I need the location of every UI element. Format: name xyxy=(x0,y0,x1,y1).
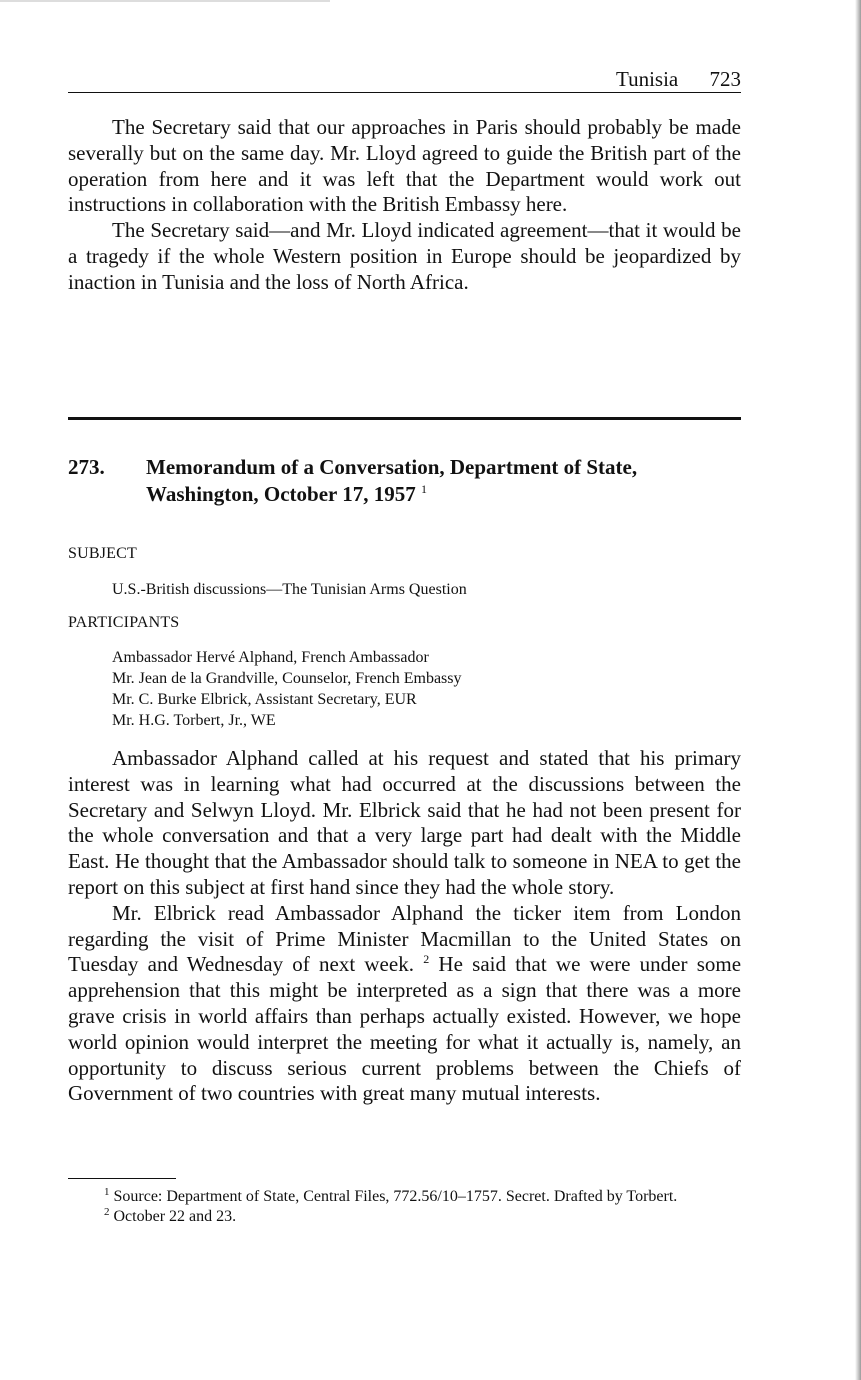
paragraph xyxy=(68,901,741,1107)
footnote xyxy=(68,1207,741,1227)
running-head-section: Tunisia xyxy=(615,67,679,91)
footnote-reference: 2 xyxy=(423,952,430,967)
document-heading xyxy=(68,454,741,508)
paragraph: The Secretary said that our approaches in Paris should probably be made severally but on the same day. Mr. Lloyd agreed to guide the British part of the operation from here and it was left that the Department would work out instructions in collaboration with the British Embassy here. xyxy=(68,115,741,217)
scan-binding-edge xyxy=(855,0,861,1380)
participant: Mr. C. Burke Elbrick, Assistant Secretary, EUR xyxy=(112,691,417,708)
running-head xyxy=(68,66,741,93)
paragraph-text: Mr. Elbrick read Ambassador Alphand the ticker item from London regarding the visit of Prime Minister Macmillan to the United States on Tuesday and Wednesday of next week. xyxy=(68,900,741,977)
subject-label: SUBJECT xyxy=(68,545,137,562)
scan-top-edge xyxy=(0,0,330,2)
participant: Mr. Jean de la Grandville, Counselor, French Embassy xyxy=(112,670,462,687)
participants-list xyxy=(112,647,462,731)
paragraph: The Secretary said—and Mr. Lloyd indicated agreement—that it would be a tragedy if the whole Western position in Europe should be jeopardized by inaction in Tunisia and the loss of North Africa. xyxy=(68,218,741,294)
document-body xyxy=(68,746,741,1107)
document-number: 273. xyxy=(68,455,105,479)
participant: Ambassador Hervé Alphand, French Ambassador xyxy=(112,649,429,666)
footnote xyxy=(68,1187,741,1207)
participant: Mr. H.G. Torbert, Jr., WE xyxy=(112,712,276,729)
subject: U.S.-British discussions—The Tunisian Arms Question xyxy=(112,581,467,598)
document-title-line-1: Memorandum of a Conversation, Department of State, xyxy=(146,455,638,479)
footnote-rule xyxy=(68,1178,176,1179)
footnote-reference: 1 xyxy=(420,482,427,496)
document-title xyxy=(146,454,741,508)
continued-text xyxy=(68,115,741,296)
document-separator-rule xyxy=(68,417,741,420)
footnote-text: Source: Department of State, Central Files, 772.56/10–1757. Secret. Drafted by Torbert. xyxy=(113,1188,678,1205)
footnotes xyxy=(68,1187,741,1227)
paragraph: Ambassador Alphand called at his request and stated that his primary interest was in learning what had occurred at the discussions between the Secretary and Selwyn Lloyd. Mr. Elbrick said that he had not been present for the whole conversation and that a very large part had dealt with the Middle East. He thought that the Ambassador should talk to someone in NEA to get the report on this subject at first hand since they had the whole story. xyxy=(68,746,741,899)
footnote-text: October 22 and 23. xyxy=(113,1208,237,1225)
subject-text xyxy=(112,579,467,600)
page-number: 723 xyxy=(709,67,741,91)
document-title-line-2: Washington, October 17, 1957 xyxy=(146,482,416,506)
paragraph-text: He said that we were under some apprehension that this might be interpreted as a sign that there was a more grave crisis in world affairs than perhaps actually existed. However, we hope world opinion would interpret the meeting for what it actually is, namely, an opportunity to discuss serious current problems between the Chiefs of Government of two countries with great many mutual interests. xyxy=(68,952,742,1106)
footnote-marker: 1 xyxy=(104,1186,110,1198)
footnote-marker: 2 xyxy=(104,1206,110,1218)
participants-label: PARTICIPANTS xyxy=(68,614,180,631)
